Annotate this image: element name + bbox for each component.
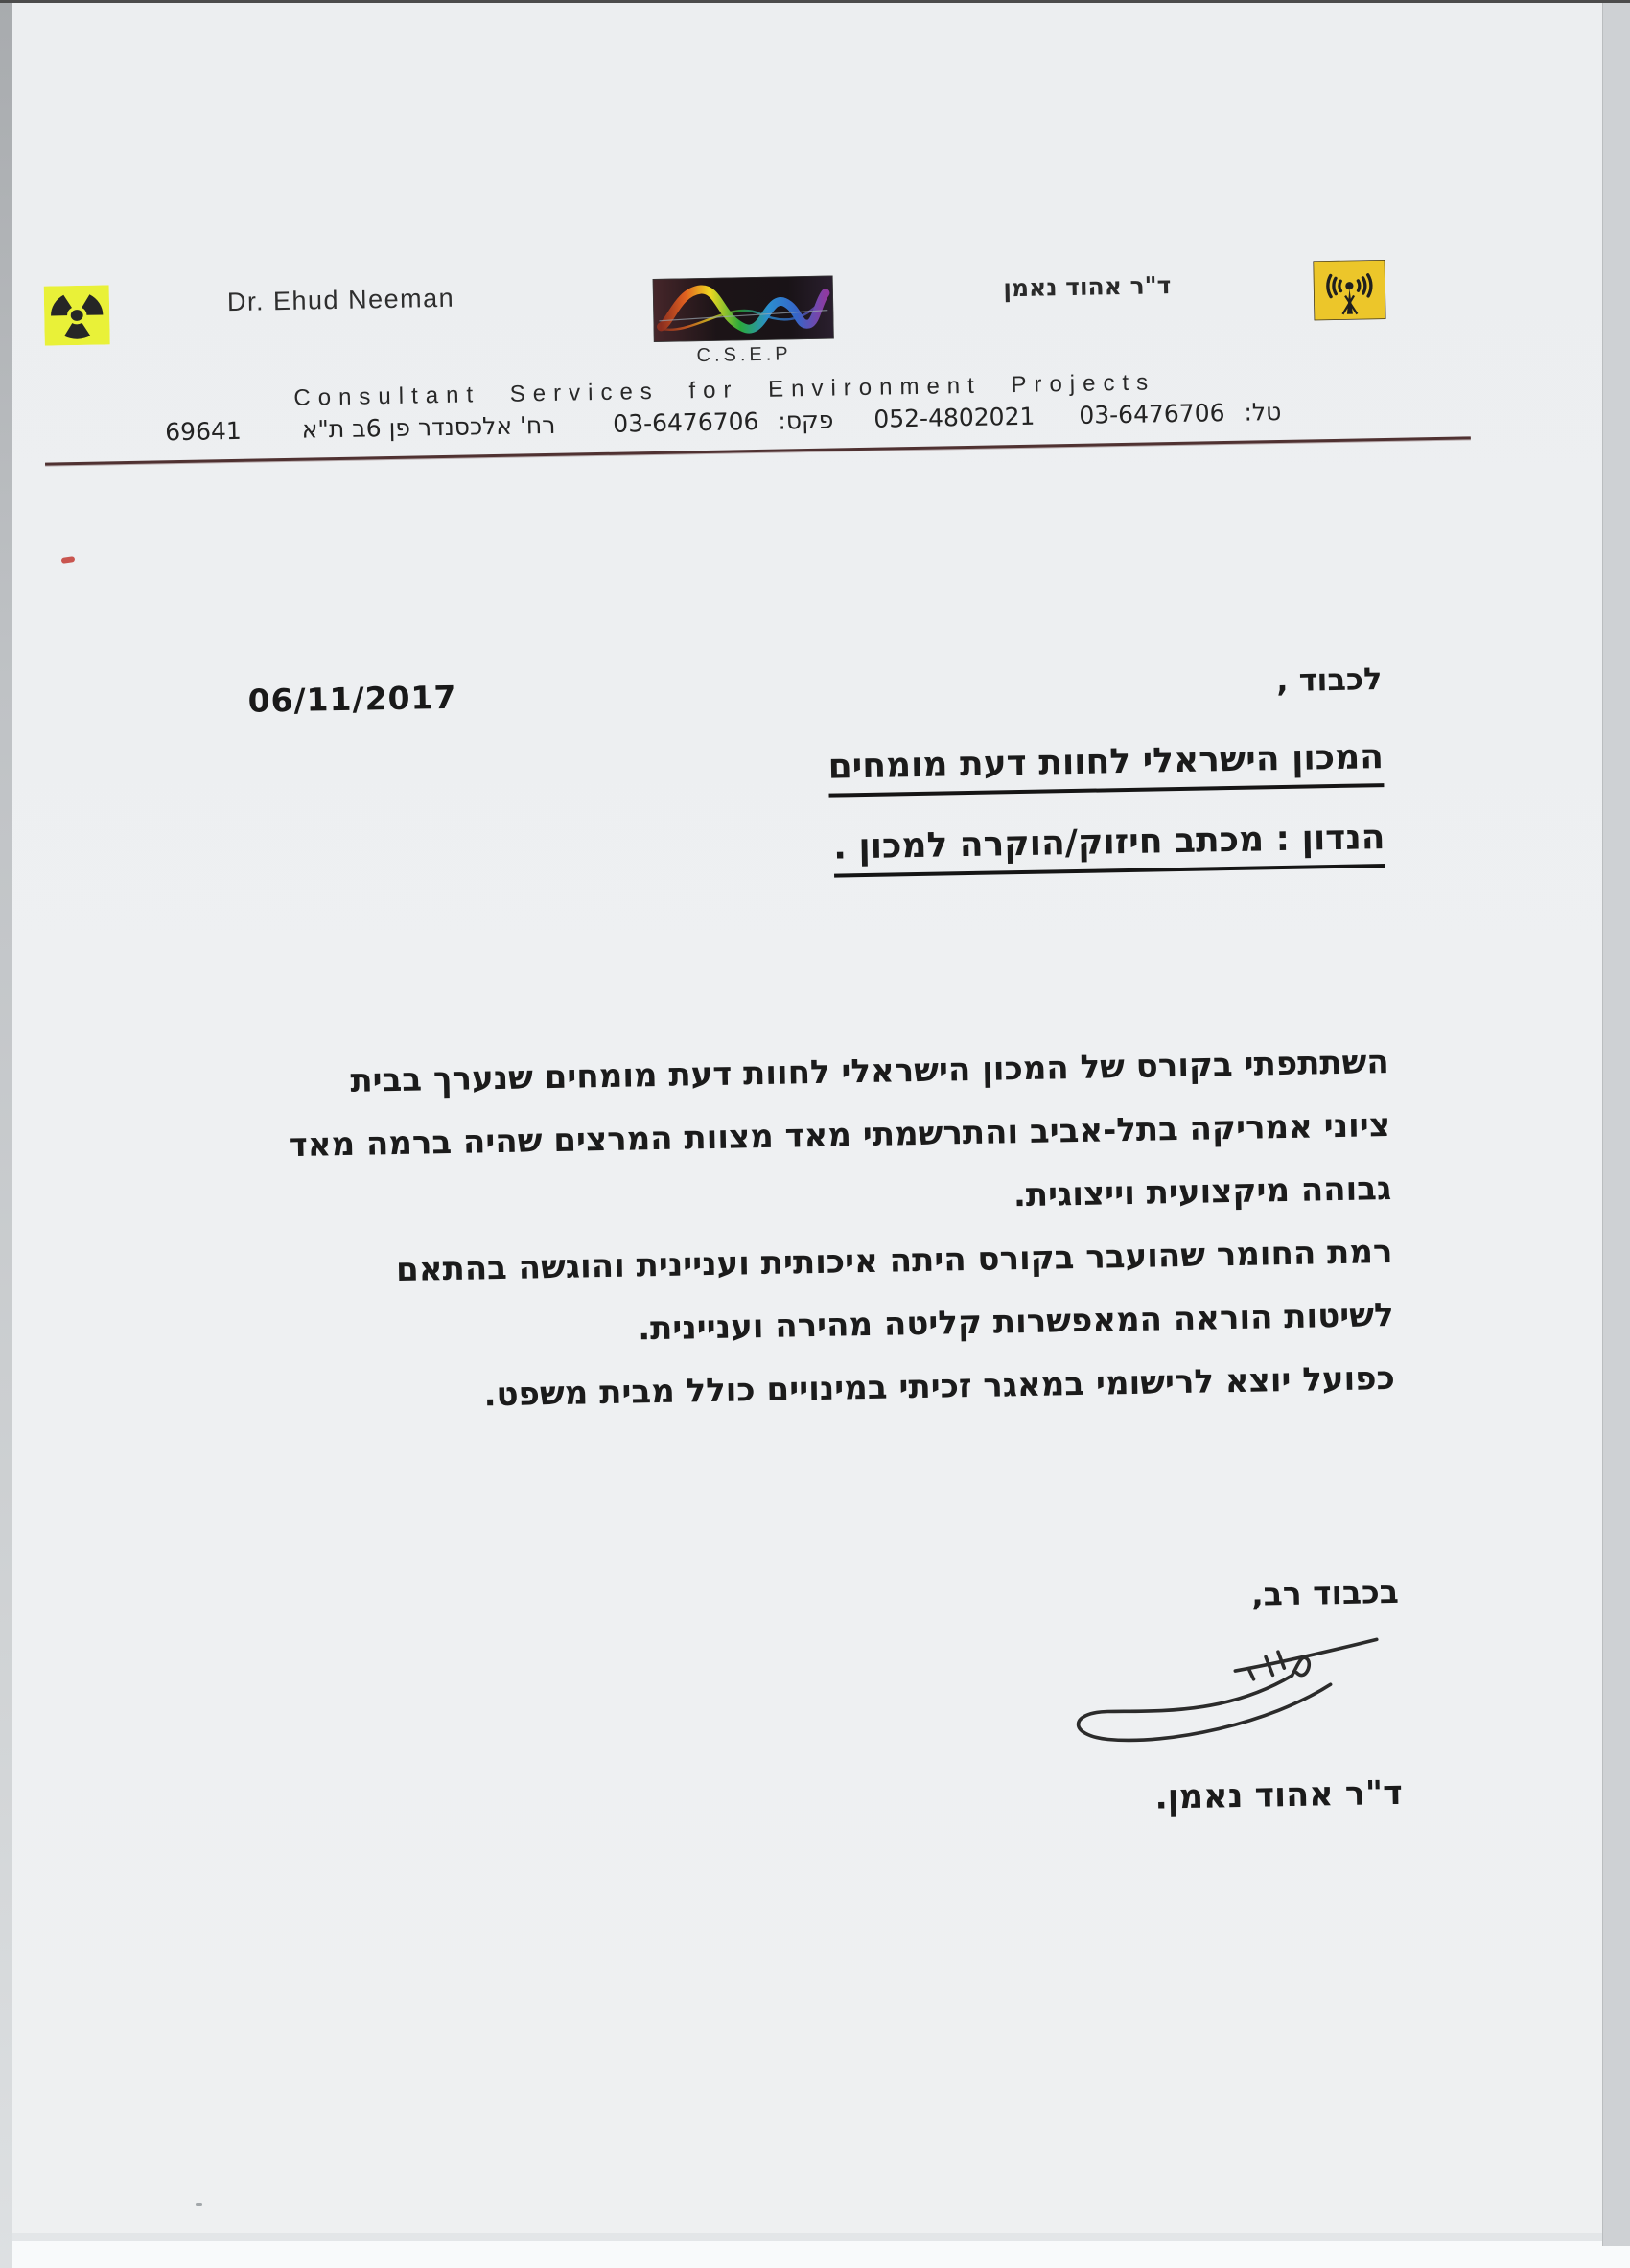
scan-speck-artifact — [196, 2203, 202, 2206]
paper-bottom-shadow — [12, 2233, 1630, 2241]
doctor-name-hebrew: ד"ר אהוד נאמן — [1003, 271, 1172, 303]
radiation-trefoil-icon — [44, 285, 110, 345]
csep-logo-caption: C.S.E.P — [696, 343, 792, 367]
scanner-edge-left — [0, 0, 12, 2268]
fax-label: פקס: — [778, 405, 834, 435]
subject-line — [833, 818, 1386, 878]
signer-name: ד"ר אהוד נאמן. — [1154, 1773, 1404, 1817]
doctor-name-english: Dr. Ehud Neeman — [226, 283, 455, 317]
closing-salute: בכבוד רב, — [1250, 1572, 1400, 1613]
body-paragraph-1-line-2: ציוני אמריקה בתל-אביב והתרשמתי מאד מצוות המרצים שהיה ברמה מאד — [288, 1106, 1391, 1166]
company-tagline: Consultant Services for Environment Projects — [293, 369, 1156, 411]
handwritten-signature — [1047, 1624, 1395, 1765]
body-paragraph-1-line-3: גבוהה מיקצועית וייצוגית. — [1013, 1169, 1392, 1215]
salutation: לכבוד , — [1275, 660, 1383, 700]
letter-body — [287, 1030, 1395, 1430]
addressee-line — [827, 737, 1384, 798]
tel-label: טל: — [1244, 397, 1282, 427]
street-address: רח' אלכסנדר פן 6ב ת"א — [301, 410, 556, 444]
postal-code: 69641 — [164, 416, 243, 447]
scanner-edge-right — [1602, 3, 1630, 2246]
rf-antenna-icon — [1313, 260, 1386, 320]
mobile-number: 052-4802021 — [873, 402, 1036, 433]
letter-date: 06/11/2017 — [247, 678, 457, 720]
subject-text: הנדון : מכתב חיזוק/הוקרה למכון . — [833, 818, 1386, 878]
fax-number: 03-6476706 — [612, 406, 759, 438]
scanner-edge-top — [0, 0, 1630, 3]
body-paragraph-3-line-1: כפועל יוצא לרישומי במאגר זכיתי במינויים כולל מבית משפט. — [483, 1358, 1396, 1415]
body-paragraph-1-line-1: השתתפתי בקורס של המכון הישראלי לחוות דעת מומחים שנערך בבית — [349, 1043, 1390, 1100]
csep-wave-logo — [653, 276, 834, 342]
body-paragraph-2-line-2: לשיטות הוראה המאפשרות קליטה מהירה ועניינית. — [637, 1295, 1394, 1349]
addressee-text: המכון הישראלי לחוות דעת מומחים — [827, 737, 1384, 798]
body-paragraph-2-line-1: רמת החומר שהועבר בקורס היתה איכותית ועניינית והוגשה בהתאם — [395, 1232, 1393, 1290]
tel-number: 03-6476706 — [1079, 399, 1225, 429]
scanner-edge-bottom — [0, 2241, 1630, 2268]
